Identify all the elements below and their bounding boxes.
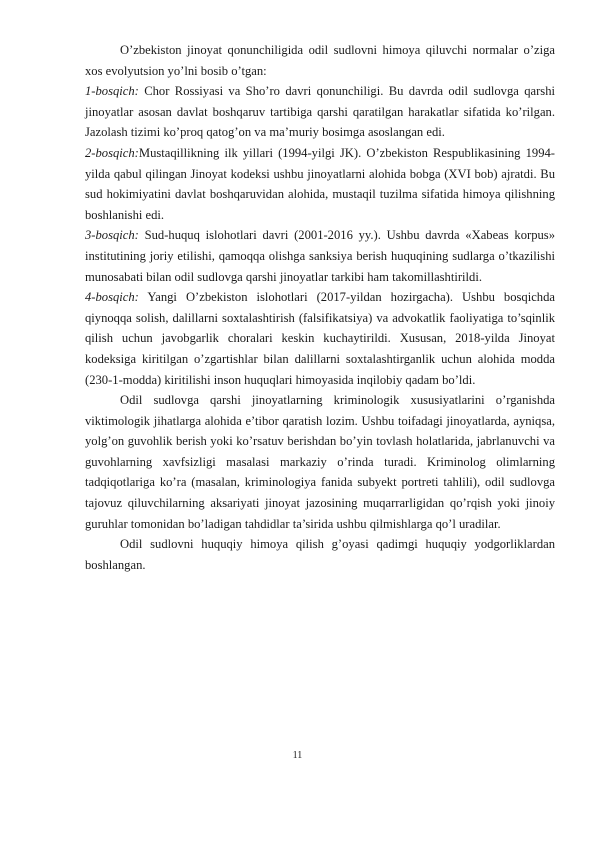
criminology-paragraph: Odil sudlovga qarshi jinoyatlarning kriminologik xususiyatlarini o’rganishda viktimologik jihatlarga alohida e’tibor qaratish lozim. Ushbu toifadagi jinoyatlarda, ayniqsa, yolg’on guvohlik berish yoki ko’rsatuv berishdan bo’yin tovlash holatlarida, jabrlanuvchi va guvohlarning xavfsizligi masalasi markaziy o’rinda turadi. Kriminolog olimlarning tadqiqotlariga ko’ra (masalan, kriminologiya fanida subyekt portreti tahlili), odil sudlovga tajovuz qiluvchilarning aksariyati jinoyat jazosining muqarrarligidan qo’rqish yoki jinoiy guruhlar tomonidan bo’ladigan tahdidlar ta’sirida ushbu qilmishlarga qo’l uradilar. [85,393,555,531]
closing-paragraph: Odil sudlovni huquqiy himoya qilish g’oyasi qadimgi huquqiy yodgorliklardan boshlangan. [85,537,555,572]
intro-paragraph: O’zbekiston jinoyat qonunchiligida odil sudlovni himoya qiluvchi normalar o’ziga xos evolyutsion yo’lni bosib o’tgan: [85,43,555,78]
stage-label-4: 4-bosqich: [85,290,139,305]
stage-label-2: 2-bosqich: [85,145,139,160]
stage-text-1: Chor Rossiyasi va Sho’ro davri qonunchiligi. Bu davrda odil sudlovga qarshi jinoyatlar asosan davlat boshqaruv tartibiga qarshi qaratilgan harakatlar sifatida ko’rilgan. Jazolash tizimi ko’proq qatog’on va ma’muriy bosimga asoslangan edi. [85,84,555,140]
stage-paragraph-1 [85,81,555,143]
stage-text-4: Yangi O’zbekiston islohotlari (2017-yildan hozirgacha). Ushbu bosqichda qiynoqqa solish, dalillarni soxtalashtirish (falsifikatsiya) va advokatlik faoliyatiga to’sqinlik qilish uchun javobgarlik choralari keskin kuchaytirildi. Xususan, 2018-yilda Jinoyat kodeksiga kiritilgan o’zgartishlar bilan dalillarni soxtalashtirganlik uchun alohida modda (230-1-modda) kiritilishi inson huquqlari himoyasida inqilobiy qadam bo’ldi. [85,290,555,387]
stage-paragraph-3 [85,225,555,287]
stage-paragraph-2 [85,143,555,225]
page-number: 11 [292,750,303,761]
document-body [85,40,555,575]
stage-label-1: 1-bosqich: [85,84,139,99]
stage-label-3: 3-bosqich: [85,228,139,243]
stage-text-2: Mustaqillikning ilk yillari (1994-yilgi JK). O’zbekiston Respublikasining 1994-yilda qabul qilingan Jinoyat kodeksi ushbu jinoyatlarni alohida bobga (XVI bob) ajratdi. Bu sud hokimiyatini davlat boshqaruvidan alohida, mustaqil tuzilma sifatida himoya qilishning boshlanishi edi. [85,145,555,222]
stage-paragraph-4 [85,287,555,390]
stage-text-3: Sud-huquq islohotlari davri (2001-2016 yy.). Ushbu davrda «Xabeas korpus» institutining joriy etilishi, qamoqqa olishga sanksiya berish huquqining sudlarga o’tkazilishi munosabati bilan odil sudlovga qarshi jinoyatlar tarkibi ham takomillashtirildi. [85,228,555,284]
